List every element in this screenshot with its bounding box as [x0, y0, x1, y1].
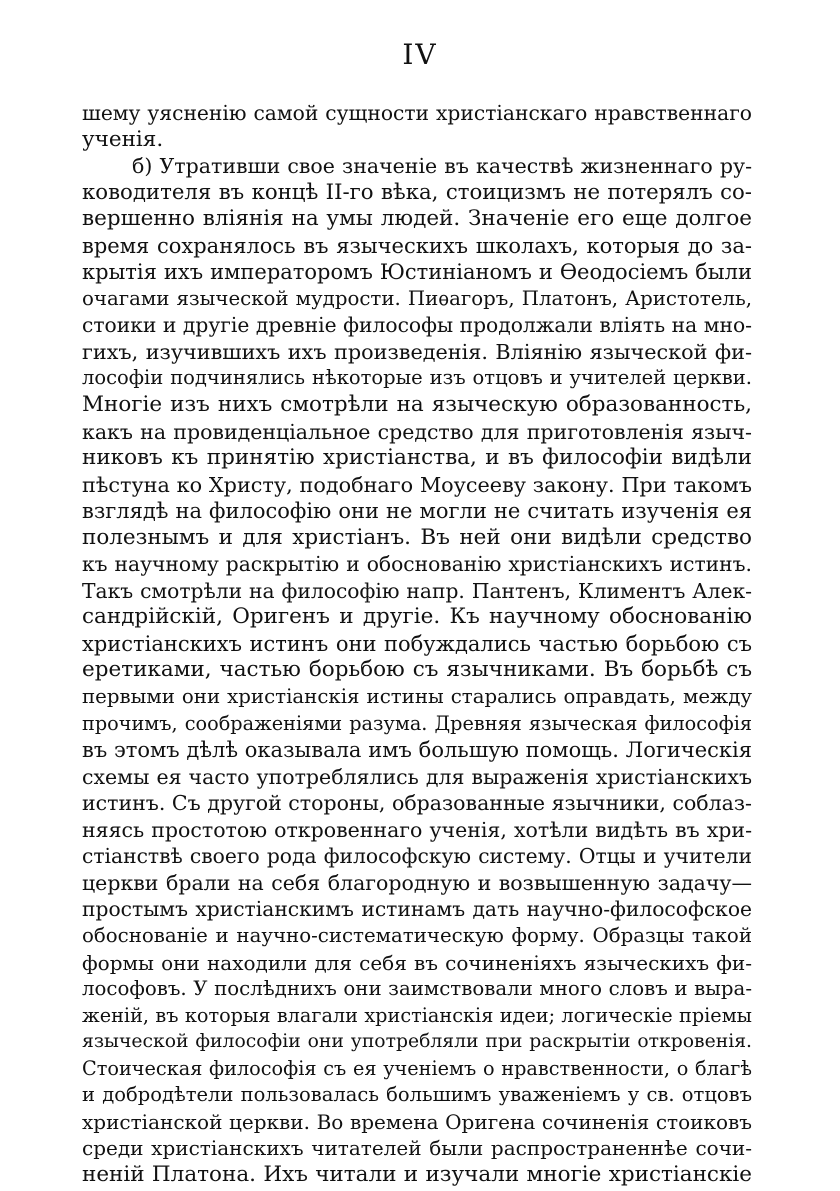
text-line: полезнымъ и для христіанъ. Въ ней они видѣли средство	[82, 524, 752, 550]
text-line: къ научному раскрытію и обоснованію христіанскихъ истинъ.	[82, 552, 752, 577]
text-line: время сохранялось въ языческихъ школахъ, которыя до за-	[82, 233, 752, 258]
text-line: женій, въ которыя влагали христіанскія идеи; логическіе пріемы	[82, 1003, 752, 1027]
text-line: ученія.	[82, 126, 164, 152]
text-line: Такъ смотрѣли на философію напр. Пантенъ, Климентъ Алек-	[82, 578, 752, 603]
text-line: какъ на провиденціальное средство для приготовленія языч-	[82, 419, 752, 444]
text-line: Многіе изъ нихъ смотрѣли на языческую образованность,	[82, 392, 752, 418]
text-line: прочимъ, соображеніями разума. Древняя языческая философія	[82, 711, 752, 735]
text-line: простымъ христіанскимъ истинамъ дать научно-философское	[82, 897, 752, 922]
text-line: гихъ, изучившихъ ихъ произведенія. Вліянію языческой фи-	[82, 339, 752, 364]
text-line: въ этомъ дѣлѣ оказывала имъ большую помощь. Логическія	[82, 738, 752, 763]
text-line: еретиками, частью борьбою съ язычниками. Въ борьбѣ съ	[82, 657, 752, 683]
text-line: истинъ. Съ другой стороны, образованные язычники, соблаз-	[82, 791, 752, 816]
text-line: няясь простотою откровеннаго ученія, хотѣли видѣть въ хри-	[82, 817, 752, 842]
text-line: шему уясненію самой сущности христіанскаго нравственнаго	[82, 101, 752, 125]
text-line: стоики и другіе древніе философы продолжали вліять на мно-	[82, 313, 752, 338]
text-line: неній Платона. Ихъ читали и изучали многіе христіанскіе	[82, 1161, 752, 1187]
text-line: Стоическая философія съ ея ученіемъ о нравственности, о благѣ	[82, 1056, 752, 1080]
text-line: очагами языческой мудрости. Пиѳагоръ, Платонъ, Аристотель,	[82, 286, 752, 310]
text-line: церкви брали на себя благородную и возвышенную задачу—	[82, 870, 752, 895]
text-line: сандрійскій, Оригенъ и другіе. Къ научному обоснованію	[82, 604, 752, 630]
text-line: взглядѣ на философію они не могли не считать изученія ея	[82, 499, 752, 524]
text-line: стіанствѣ своего рода философскую систему. Отцы и учители	[82, 844, 752, 869]
text-line: христіанской церкви. Во времена Оригена сочиненія стоиковъ	[82, 1109, 752, 1134]
text-line: пѣстуна ко Христу, подобнаго Моусееву закону. При такомъ	[82, 472, 752, 497]
text-line: языческой философіи они употребляли при раскрытіи откровенія.	[82, 1031, 752, 1053]
text-line: схемы ея часто употреблялись для выраженія христіанскихъ	[82, 764, 752, 789]
text-line: первыми они христіанскія истины старались оправдать, между	[82, 685, 752, 709]
text-line: ководителя въ концѣ II-го вѣка, стоицизмъ не потерялъ со-	[82, 179, 752, 205]
text-line: лософовъ. У послѣднихъ они заимствовали много словъ и выра-	[82, 977, 752, 1001]
text-line: среди христіанскихъ читателей были распространеннѣе сочи-	[82, 1136, 752, 1161]
text-line: обоснованіе и научно-систематическую форму. Образцы такой	[82, 923, 752, 947]
text-line: формы они находили для себя въ сочиненіяхъ языческихъ фи-	[82, 950, 752, 975]
paragraph-first-line: б) Утративши свое значеніе въ качествѣ жизненнаго ру-	[132, 154, 752, 179]
text-line: христіанскихъ истинъ они побуждались частью борьбою съ	[82, 631, 752, 656]
text-line: никовъ къ принятію христіанства, и въ философіи видѣли	[82, 445, 752, 471]
text-line: и добродѣтели пользовалась большимъ уваженіемъ у св. отцовъ	[82, 1083, 752, 1107]
text-line: вершенно вліянія на умы людей. Значеніе его еще долгое	[82, 206, 752, 232]
page-number: IV	[402, 38, 438, 71]
body-text	[82, 100, 752, 1188]
text-line: крытія ихъ императоромъ Юстиніаномъ и Ѳеодосіемъ были	[82, 260, 752, 285]
text-line: лософіи подчинялись нѣкоторые изъ отцовъ и учителей церкви.	[82, 366, 752, 390]
